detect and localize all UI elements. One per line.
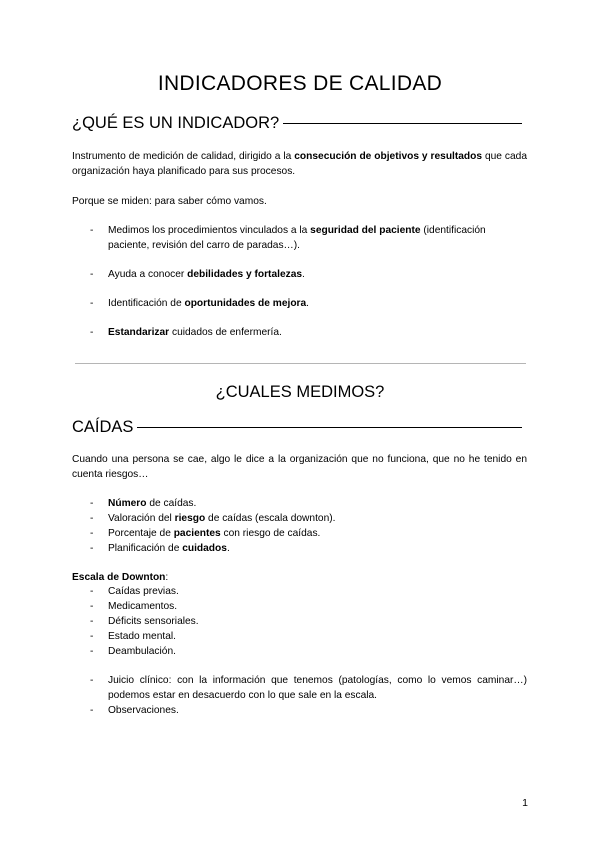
bullet-dash: -: [90, 586, 94, 597]
list-item: - Déficits sensoriales.: [90, 616, 199, 627]
list-item: - Ayuda a conocer debilidades y fortalezas.: [90, 269, 305, 280]
intro-paragraph: [72, 149, 527, 179]
section-heading-text: ¿QUÉ ES UN INDICADOR?: [72, 114, 280, 132]
list-item: - Deambulación.: [90, 646, 176, 657]
extra-items-list: [72, 673, 527, 718]
bullet-dash: -: [90, 631, 94, 642]
bullet-dash: -: [90, 528, 94, 539]
bullet-dash: -: [90, 705, 94, 716]
list-item: - Medicamentos.: [90, 601, 178, 612]
list-item: - Identificación de oportunidades de mejora.: [90, 298, 310, 309]
list-item: - Número de caídas.: [90, 498, 197, 509]
bullet-dash: -: [90, 543, 94, 554]
list-item: - Porcentaje de pacientes con riesgo de caídas.: [90, 528, 321, 539]
section-heading-indicador: [72, 114, 522, 133]
bullet-dash: -: [90, 513, 94, 524]
list-item: - Estado mental.: [90, 631, 176, 642]
section-heading-caidas: [72, 418, 522, 437]
scale-items-list: [72, 584, 527, 659]
list-item: - Observaciones.: [90, 705, 179, 716]
bullet-dash: -: [90, 616, 94, 627]
caidas-list: [72, 496, 527, 556]
section-subtitle: ¿CUALES MEDIMOS?: [215, 383, 385, 401]
bullet-dash: -: [90, 498, 94, 509]
page-title: INDICADORES DE CALIDAD: [157, 72, 443, 95]
page-number: 1: [522, 797, 528, 809]
bullet-dash: -: [90, 225, 94, 236]
section-divider: [75, 363, 526, 364]
bullet-dash: -: [90, 601, 94, 612]
bullet-dash: -: [90, 646, 94, 657]
intro-text: Instrumento de medición de calidad, dirigido a la: [72, 151, 295, 162]
bullet-dash: -: [90, 298, 94, 309]
intro-bold: consecución de objetivos y resultados: [294, 151, 483, 162]
caidas-intro-paragraph: Cuando una persona se cae, algo le dice a la organización que no funciona, que no he tenido en cuenta riesgos…: [72, 454, 527, 480]
bullet-dash: -: [90, 269, 94, 280]
list-item: - Caídas previas.: [90, 586, 179, 597]
indicator-list: [72, 223, 527, 340]
list-item: - Estandarizar cuidados de enfermería.: [90, 327, 282, 338]
bullet-dash: -: [90, 675, 94, 686]
bullet-dash: -: [90, 327, 94, 338]
section-heading-text: CAÍDAS: [72, 418, 134, 436]
intro-text-end: que cada organización haya planificado para sus procesos.: [72, 151, 527, 177]
list-item: - Valoración del riesgo de caídas (escala downton).: [90, 513, 336, 524]
heading-rule: [137, 427, 522, 428]
list-item: - Planificación de cuidados.: [90, 543, 230, 554]
why-paragraph: Porque se miden: para saber cómo vamos.: [72, 196, 267, 207]
list-item: - Medimos los procedimientos vinculados a la seguridad del paciente (identificación paciente, revisión del carro de paradas…).: [90, 225, 486, 251]
list-item: - Juicio clínico: con la información que tenemos (patologías, como lo vemos caminar…) podemos estar en desacuerdo con lo que sale en la escala.: [90, 675, 527, 701]
scale-label: Escala de Downton:: [72, 572, 169, 583]
heading-rule: [283, 123, 522, 124]
